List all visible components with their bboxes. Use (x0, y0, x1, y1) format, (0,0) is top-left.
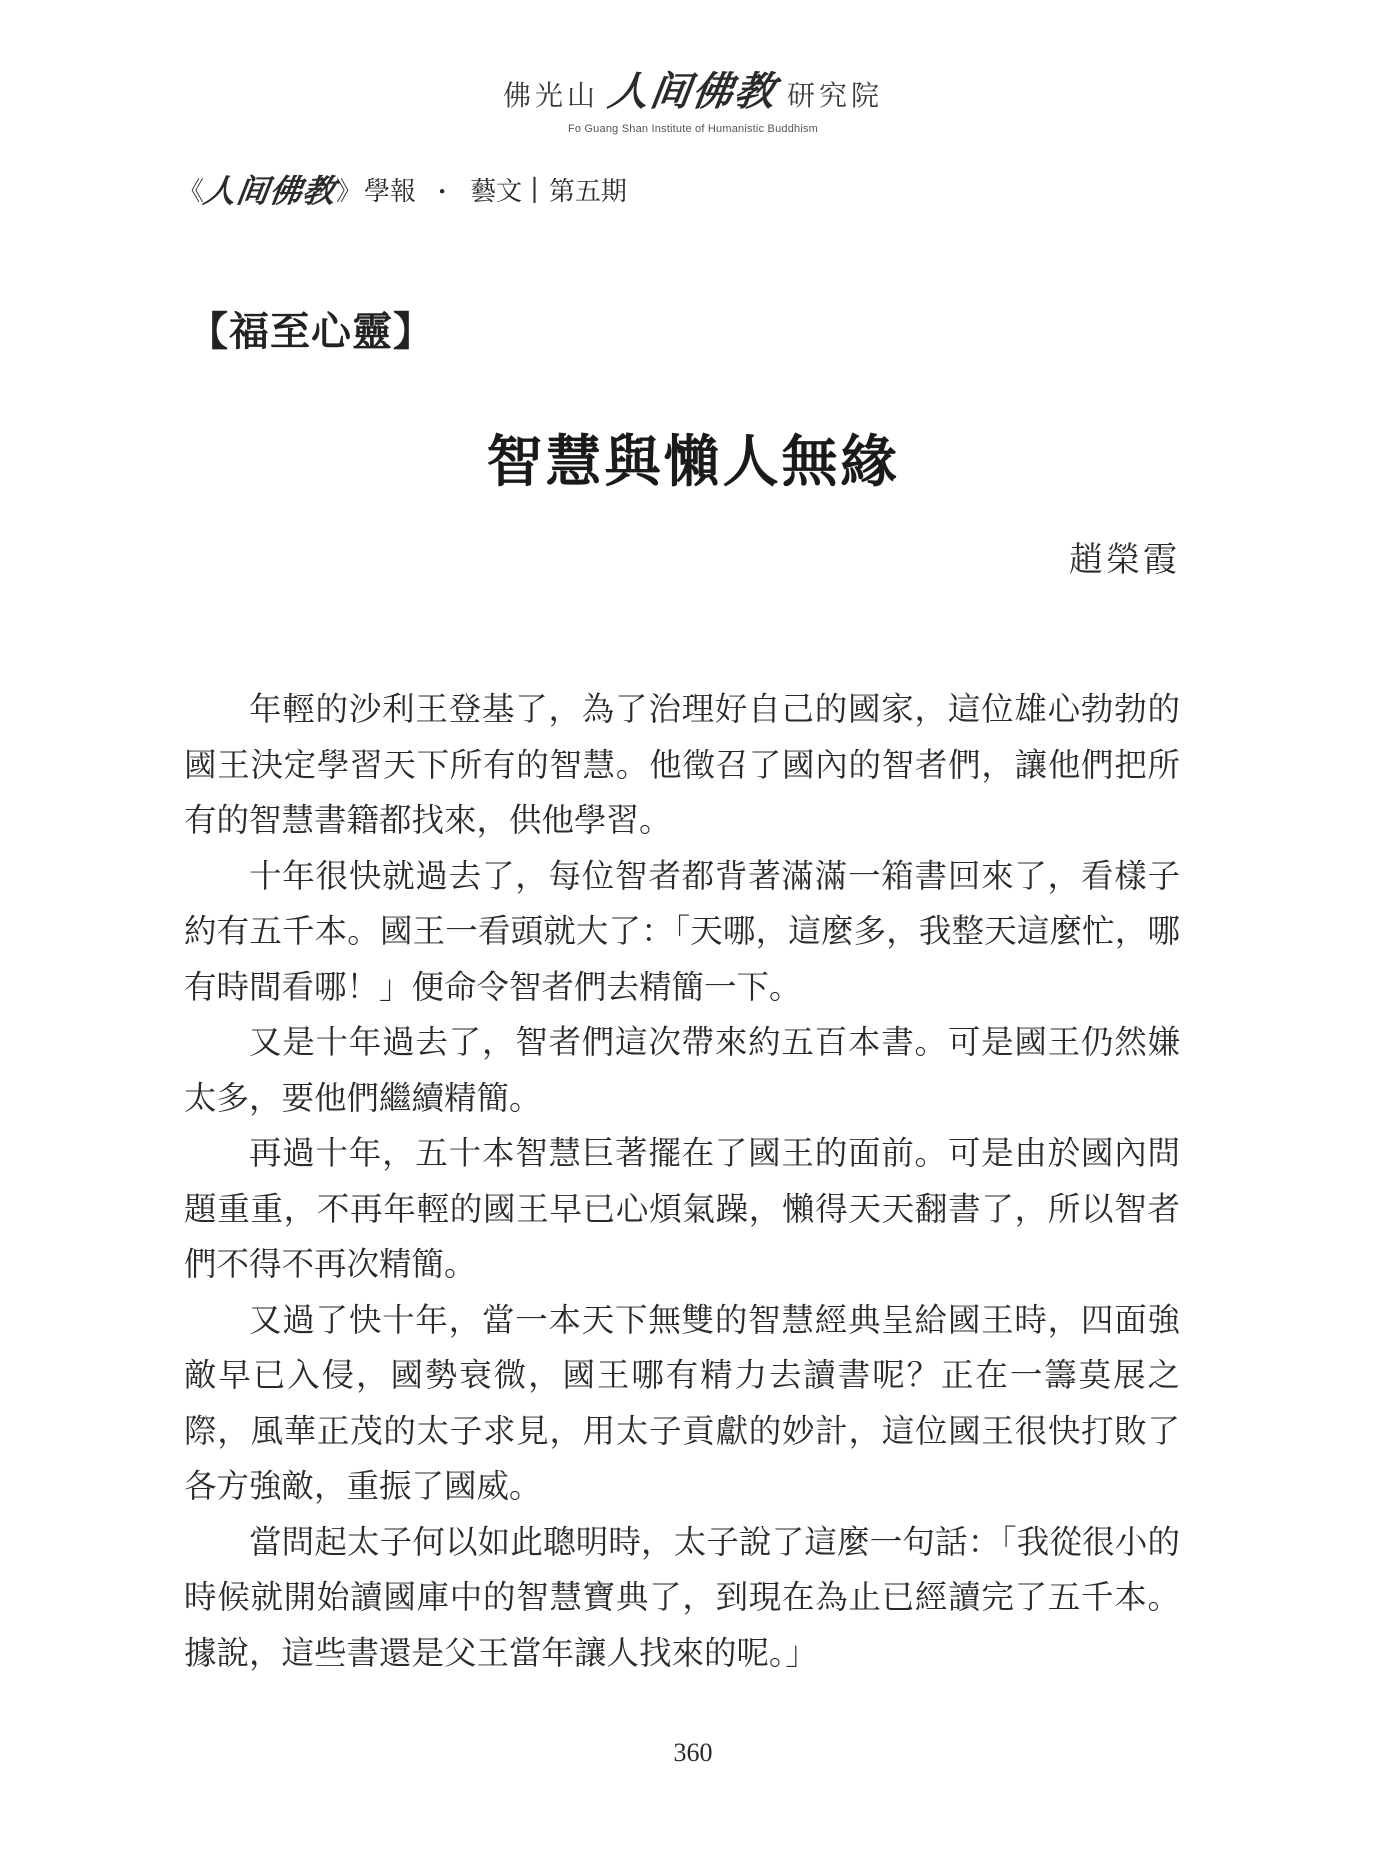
journal-running-head (178, 166, 627, 212)
institute-suffix: 研究院 (787, 79, 884, 112)
institute-logo: 人间佛教 (605, 68, 780, 115)
journal-logo: 人间佛教 (201, 172, 339, 210)
journal-name: 學報 (364, 176, 417, 207)
article-author: 趙榮霞 (1069, 540, 1180, 580)
journal-section: 藝文 (470, 176, 523, 207)
article-body (184, 682, 1180, 1681)
journal-close-bracket: 》 (336, 176, 363, 207)
journal-separator: | (530, 174, 539, 204)
journal-open-bracket: 《 (178, 176, 205, 207)
paragraph: 十年很快就過去了，每位智者都背著滿滿一箱書回來了，看樣子約有五千本。國王一看頭就大了：「天哪，這麼多，我整天這麼忙，哪有時間看哪！」便命令智者們去精簡一下。 (184, 856, 1180, 1006)
institute-prefix: 佛光山 (502, 79, 599, 112)
institute-header (0, 60, 1386, 135)
paragraph: 又是十年過去了，智者們這次帶來約五百本書。可是國王仍然嫌太多，要他們繼續精簡。 (184, 1023, 1180, 1117)
institute-name (503, 60, 883, 117)
journal-issue: 第五期 (548, 176, 627, 207)
paragraph: 年輕的沙利王登基了，為了治理好自己的國家，這位雄心勃勃的國王決定學習天下所有的智慧。他徵召了國內的智者們，讓他們把所有的智慧書籍都找來，供他學習。 (184, 690, 1180, 839)
journal-dot: ・ (430, 177, 455, 206)
page-number: 360 (673, 1738, 713, 1767)
paragraph: 當問起太子何以如此聰明時，太子說了這麼一句話：「我從很小的時候就開始讀國庫中的智慧寶典了，到現在為止已經讀完了五千本。據說，這些書還是父王當年讓人找來的呢。」 (184, 1522, 1180, 1672)
article-title: 智慧與懶人無緣 (486, 430, 900, 495)
paragraph: 再過十年，五十本智慧巨著擺在了國王的面前。可是由於國內問題重重，不再年輕的國王早已心煩氣躁，懶得天天翻書了，所以智者們不得不再次精簡。 (184, 1134, 1180, 1283)
paragraph: 又過了快十年，當一本天下無雙的智慧經典呈給國王時，四面強敵早已入侵，國勢衰微，國王哪有精力去讀書呢？正在一籌莫展之際，風華正茂的太子求見，用太子貢獻的妙計，這位國王很快打敗了各方強敵，重振了國威。 (184, 1300, 1180, 1505)
institute-english-name: Fo Guang Shan Institute of Humanistic Buddhism (567, 123, 819, 135)
section-label: 【福至心靈】 (188, 309, 434, 355)
